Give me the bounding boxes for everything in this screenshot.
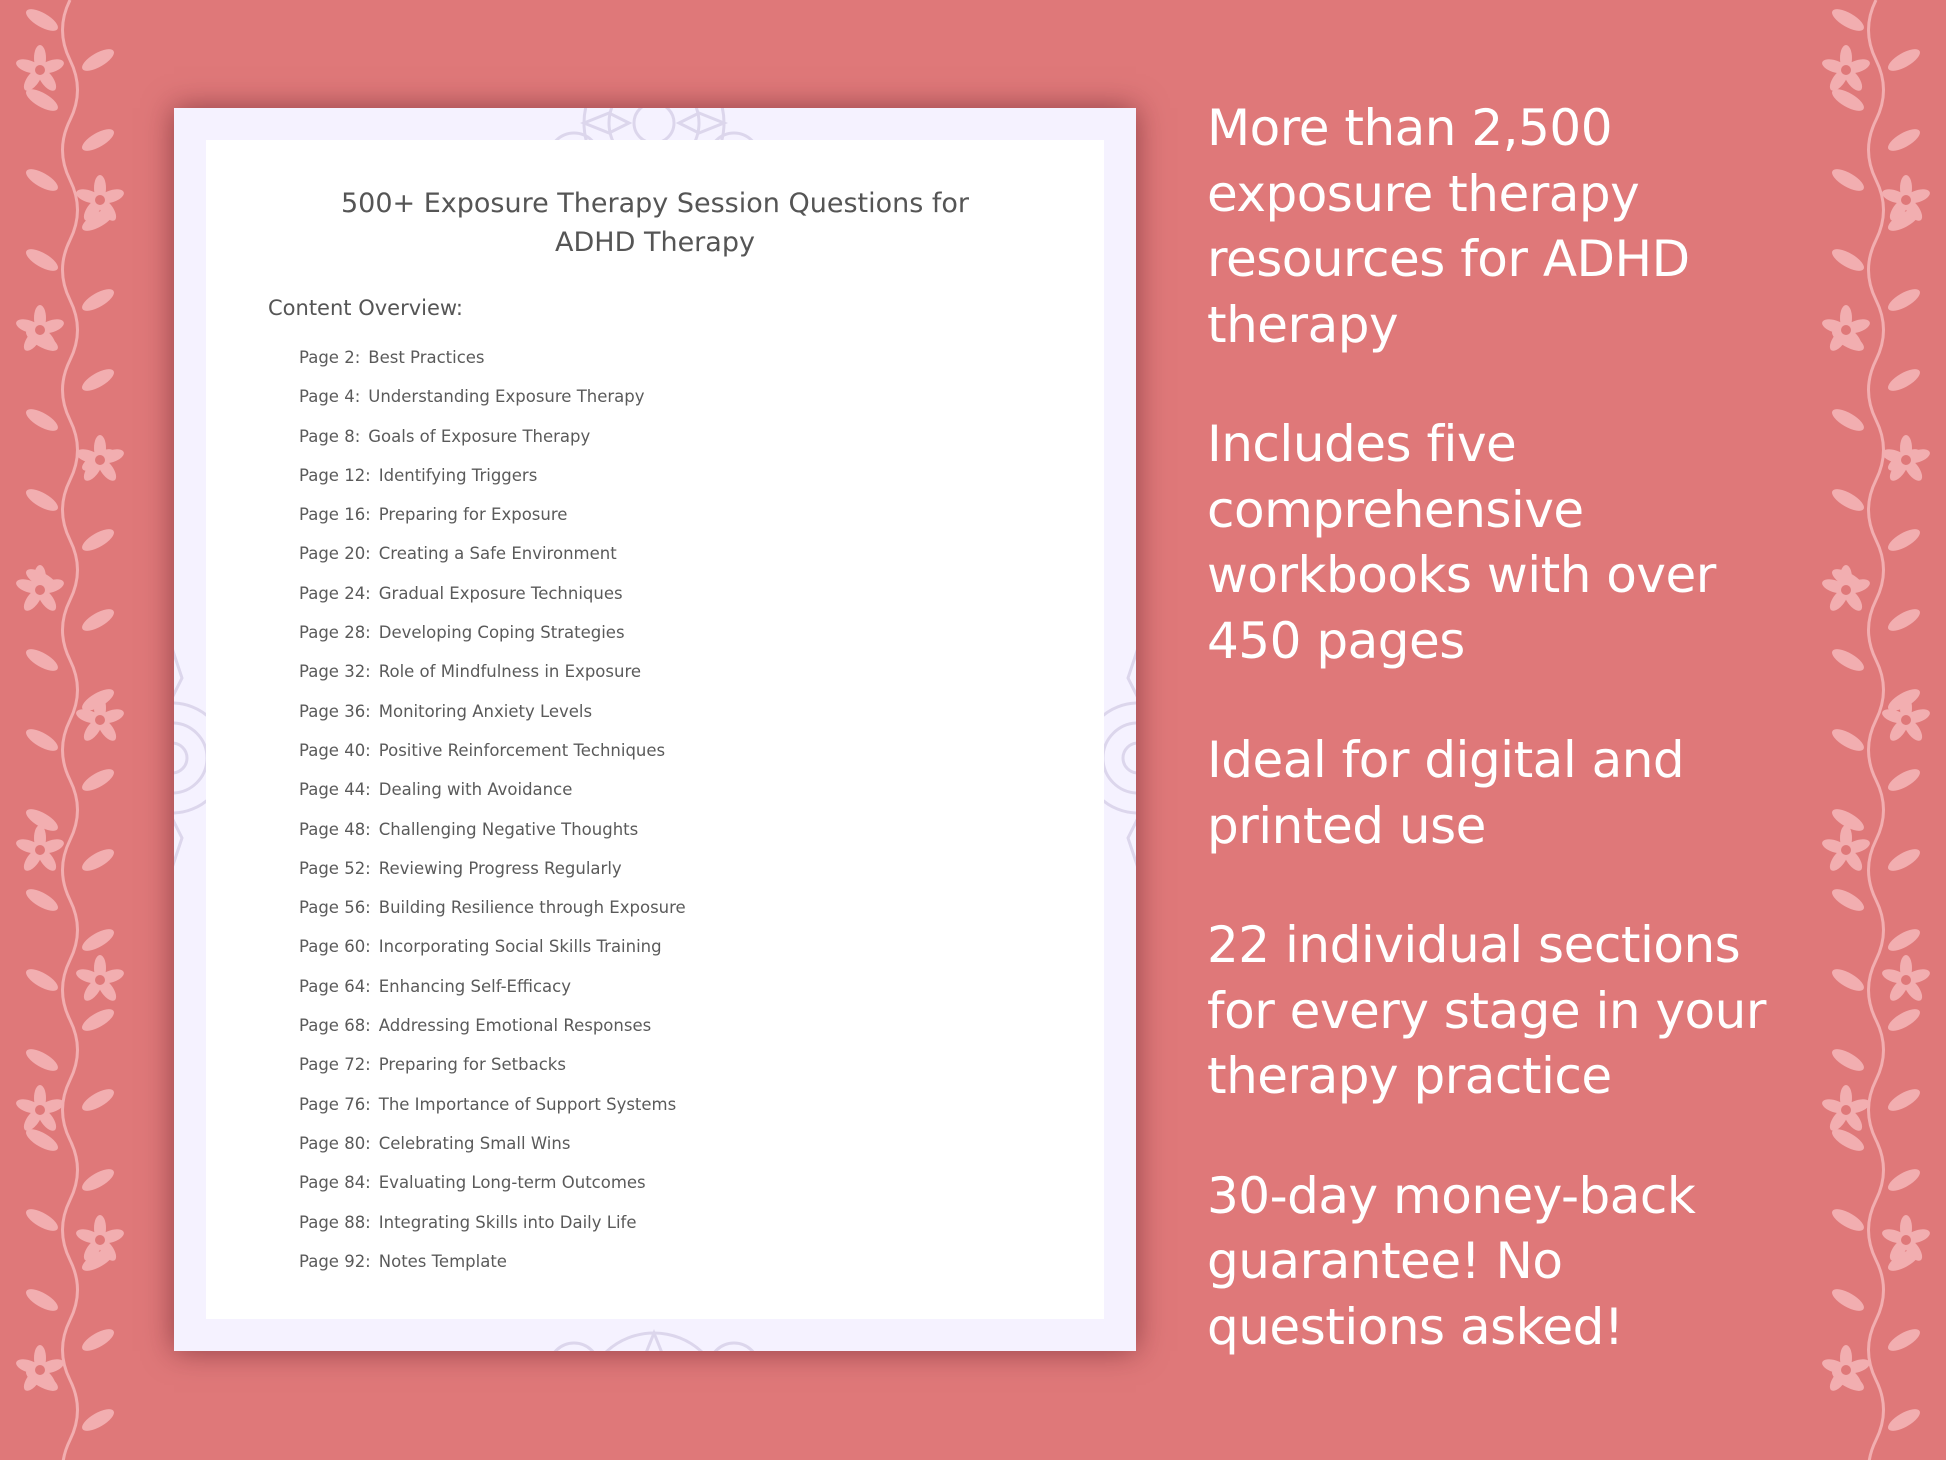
toc-section-title: Goals of Exposure Therapy: [368, 426, 591, 446]
toc-page-number: Page 28:: [299, 623, 371, 643]
toc-section-title: Incorporating Social Skills Training: [378, 937, 662, 957]
toc-section-title: Celebrating Small Wins: [378, 1133, 571, 1153]
mandala-bottom-icon: [514, 1318, 794, 1351]
document-title-line1: 500+ Exposure Therapy Session Questions for: [340, 188, 969, 219]
toc-item: [299, 544, 686, 583]
toc-item: [299, 387, 686, 426]
toc-item: [299, 1134, 686, 1173]
toc-item: [299, 820, 686, 859]
toc-section-title: Preparing for Exposure: [378, 505, 568, 525]
toc-page-number: Page 88:: [299, 1212, 371, 1232]
toc-page-number: Page 2:: [299, 348, 361, 367]
toc-section-title: Understanding Exposure Therapy: [368, 387, 645, 407]
toc-page-number: Page 92:: [299, 1251, 371, 1271]
toc-item: [299, 584, 686, 623]
toc-page-number: Page 56:: [299, 898, 371, 918]
toc-item: [299, 898, 686, 937]
toc-item: [299, 466, 686, 505]
toc-item: [299, 427, 686, 466]
toc-section-title: Preparing for Setbacks: [378, 1055, 566, 1075]
toc-page-number: Page 48:: [299, 819, 371, 839]
toc-page-number: Page 64:: [299, 976, 371, 996]
toc-page-number: Page 40:: [299, 740, 371, 760]
toc-item: [299, 702, 686, 741]
toc-item: [299, 662, 686, 701]
table-of-contents: [299, 348, 686, 1291]
toc-page-number: Page 68:: [299, 1016, 371, 1036]
toc-section-title: Best Practices: [368, 348, 485, 367]
toc-page-number: Page 8:: [299, 426, 361, 446]
feature-workbooks: Includes five comprehensive workbooks with over 450 pages: [1207, 415, 1716, 670]
toc-item: [299, 1016, 686, 1055]
toc-section-title: Dealing with Avoidance: [378, 780, 573, 800]
toc-page-number: Page 4:: [299, 387, 361, 407]
toc-item: [299, 859, 686, 898]
feature-resources-count: More than 2,500 exposure therapy resources for ADHD therapy: [1207, 99, 1690, 354]
toc-section-title: Integrating Skills into Daily Life: [378, 1212, 637, 1232]
toc-page-number: Page 76:: [299, 1094, 371, 1114]
toc-section-title: Evaluating Long-term Outcomes: [378, 1173, 646, 1193]
toc-section-title: Creating a Safe Environment: [378, 544, 617, 564]
floral-vine-left-icon: [0, 0, 140, 1460]
toc-item: [299, 1055, 686, 1094]
floral-vine-right-icon: [1806, 0, 1946, 1460]
toc-item: [299, 780, 686, 819]
toc-page-number: Page 84:: [299, 1173, 371, 1193]
toc-section-title: Developing Coping Strategies: [378, 623, 625, 643]
toc-page-number: Page 52:: [299, 858, 371, 878]
document-title-line2: ADHD Therapy: [555, 227, 755, 258]
toc-section-title: Identifying Triggers: [378, 465, 538, 485]
content-overview-label: Content Overview:: [268, 296, 463, 320]
toc-section-title: Gradual Exposure Techniques: [378, 583, 623, 603]
toc-section-title: Building Resilience through Exposure: [378, 898, 686, 918]
toc-section-title: Challenging Negative Thoughts: [378, 819, 639, 839]
feature-sections: 22 individual sections for every stage in your therapy practice: [1207, 916, 1766, 1105]
toc-item: [299, 1213, 686, 1252]
toc-section-title: Addressing Emotional Responses: [378, 1016, 652, 1036]
toc-page-number: Page 44:: [299, 780, 371, 800]
toc-section-title: Monitoring Anxiety Levels: [378, 701, 593, 721]
toc-item: [299, 1252, 686, 1291]
toc-item: [299, 348, 686, 387]
feature-list: [1207, 96, 1807, 1414]
toc-page-number: Page 36:: [299, 701, 371, 721]
toc-page-number: Page 16:: [299, 505, 371, 525]
toc-page-number: Page 80:: [299, 1133, 371, 1153]
toc-item: [299, 977, 686, 1016]
toc-item: [299, 623, 686, 662]
toc-section-title: Reviewing Progress Regularly: [378, 858, 622, 878]
toc-item: [299, 505, 686, 544]
document-preview: [174, 108, 1136, 1351]
toc-page-number: Page 60:: [299, 937, 371, 957]
toc-page-number: Page 32:: [299, 662, 371, 682]
toc-section-title: Notes Template: [378, 1251, 507, 1271]
feature-guarantee: 30-day money-back guarantee! No questions asked!: [1207, 1166, 1696, 1356]
toc-item: [299, 741, 686, 780]
feature-digital-print: Ideal for digital and printed use: [1207, 731, 1685, 855]
document-page: [206, 140, 1104, 1319]
toc-item: [299, 937, 686, 976]
toc-item: [299, 1095, 686, 1134]
toc-page-number: Page 24:: [299, 583, 371, 603]
toc-page-number: Page 12:: [299, 465, 371, 485]
document-title: [206, 184, 1104, 262]
toc-section-title: The Importance of Support Systems: [378, 1094, 677, 1114]
toc-section-title: Enhancing Self-Efficacy: [378, 976, 571, 996]
toc-page-number: Page 72:: [299, 1055, 371, 1075]
toc-section-title: Role of Mindfulness in Exposure: [378, 662, 642, 682]
toc-section-title: Positive Reinforcement Techniques: [378, 740, 666, 760]
toc-page-number: Page 20:: [299, 544, 371, 564]
toc-item: [299, 1173, 686, 1212]
